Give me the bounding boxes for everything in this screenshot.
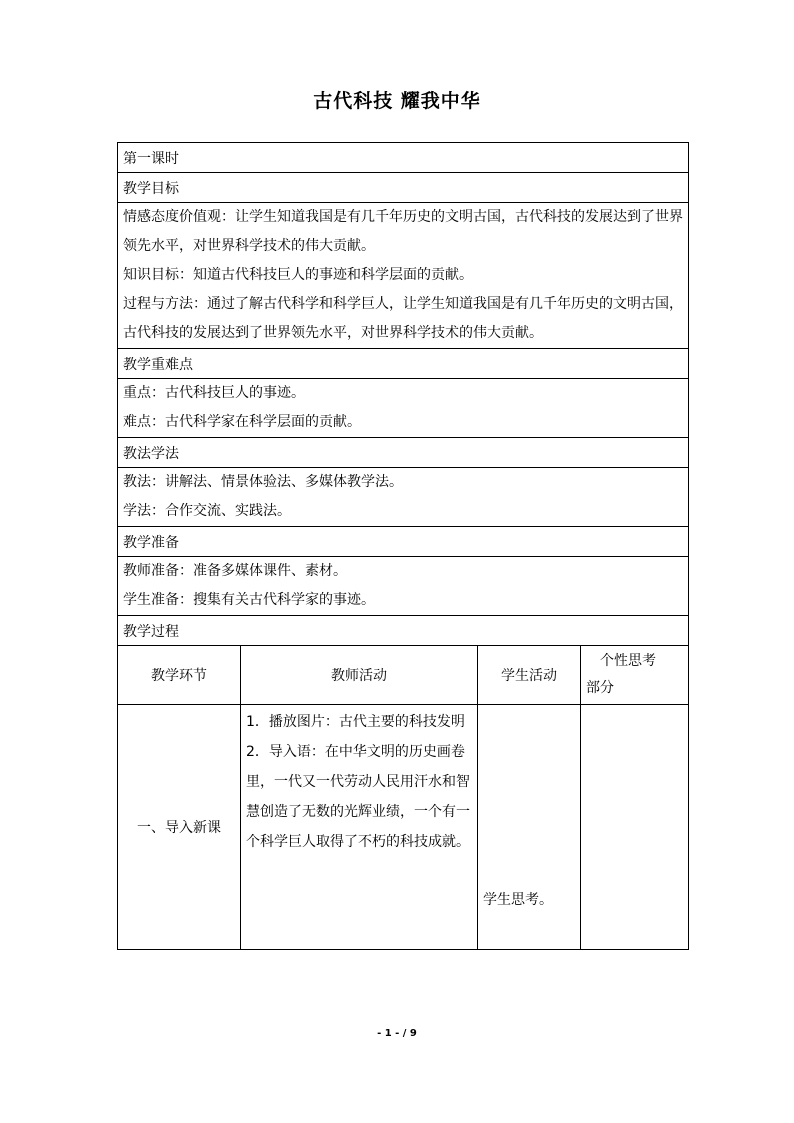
methods-body-row bbox=[118, 468, 689, 527]
teacher-activity-cell bbox=[241, 705, 478, 950]
process-row-intro bbox=[118, 705, 689, 950]
column-header-reflection-line1: 个性思考 bbox=[600, 653, 656, 669]
column-header-stage: 教学环节 bbox=[118, 646, 241, 705]
lesson-plan-table bbox=[117, 142, 689, 950]
preparation-line: 学生准备：搜集有关古代科学家的事迹。 bbox=[123, 592, 375, 608]
key-point-line: 难点：古代科学家在科学层面的贡献。 bbox=[123, 414, 361, 430]
teacher-activity-line: 2．导入语：在中华文明的历史画卷里，一代又一代劳动人民用汗水和智慧创造了无数的光辉业绩，一个有一个科学巨人取得了不朽的科技成就。 bbox=[246, 744, 470, 850]
objectives-body-row bbox=[118, 203, 689, 349]
student-activity-cell: 学生思考。 bbox=[478, 705, 581, 950]
column-header-reflection bbox=[581, 646, 689, 705]
objective-line: 知识目标：知道古代科技巨人的事迹和科学层面的贡献。 bbox=[123, 267, 473, 283]
key-point-line: 重点：古代科技巨人的事迹。 bbox=[123, 385, 305, 401]
objectives-heading-row bbox=[118, 173, 689, 203]
column-header-teacher: 教师活动 bbox=[241, 646, 478, 705]
key-points-heading-row bbox=[118, 349, 689, 379]
method-line: 学法：合作交流、实践法。 bbox=[123, 503, 291, 519]
column-header-reflection-line2: 部分 bbox=[586, 680, 614, 696]
process-column-header-row bbox=[118, 646, 689, 705]
reflection-cell bbox=[581, 705, 689, 950]
preparation-body bbox=[118, 557, 689, 616]
lesson-row bbox=[118, 143, 689, 173]
methods-heading: 教法学法 bbox=[118, 438, 689, 468]
methods-body bbox=[118, 468, 689, 527]
preparation-body-row bbox=[118, 557, 689, 616]
process-heading-row bbox=[118, 616, 689, 646]
column-header-student: 学生活动 bbox=[478, 646, 581, 705]
preparation-line: 教师准备：准备多媒体课件、素材。 bbox=[123, 563, 347, 579]
lesson-label: 第一课时 bbox=[118, 143, 689, 173]
objective-line: 情感态度价值观：让学生知道我国是有几千年历史的文明古国，古代科技的发展达到了世界领先水平，对世界科学技术的伟大贡献。 bbox=[123, 209, 683, 254]
objectives-heading: 教学目标 bbox=[118, 173, 689, 203]
process-heading: 教学过程 bbox=[118, 616, 689, 646]
method-line: 教法：讲解法、情景体验法、多媒体教学法。 bbox=[123, 474, 403, 490]
key-points-body-row bbox=[118, 379, 689, 438]
preparation-heading: 教学准备 bbox=[118, 527, 689, 557]
page-number: - 1 - / 9 bbox=[377, 1028, 417, 1039]
teacher-activity-line: 1．播放图片：古代主要的科技发明 bbox=[246, 714, 465, 730]
page-title: 古代科技 耀我中华 bbox=[313, 90, 481, 112]
preparation-heading-row bbox=[118, 527, 689, 557]
stage-cell: 一、导入新课 bbox=[118, 705, 241, 950]
objective-line: 过程与方法：通过了解古代科学和科学巨人，让学生知道我国是有几千年历史的文明古国，古代科技的发展达到了世界领先水平，对世界科学技术的伟大贡献。 bbox=[123, 296, 683, 341]
key-points-heading: 教学重难点 bbox=[118, 349, 689, 379]
objectives-body bbox=[118, 203, 689, 349]
methods-heading-row bbox=[118, 438, 689, 468]
key-points-body bbox=[118, 379, 689, 438]
